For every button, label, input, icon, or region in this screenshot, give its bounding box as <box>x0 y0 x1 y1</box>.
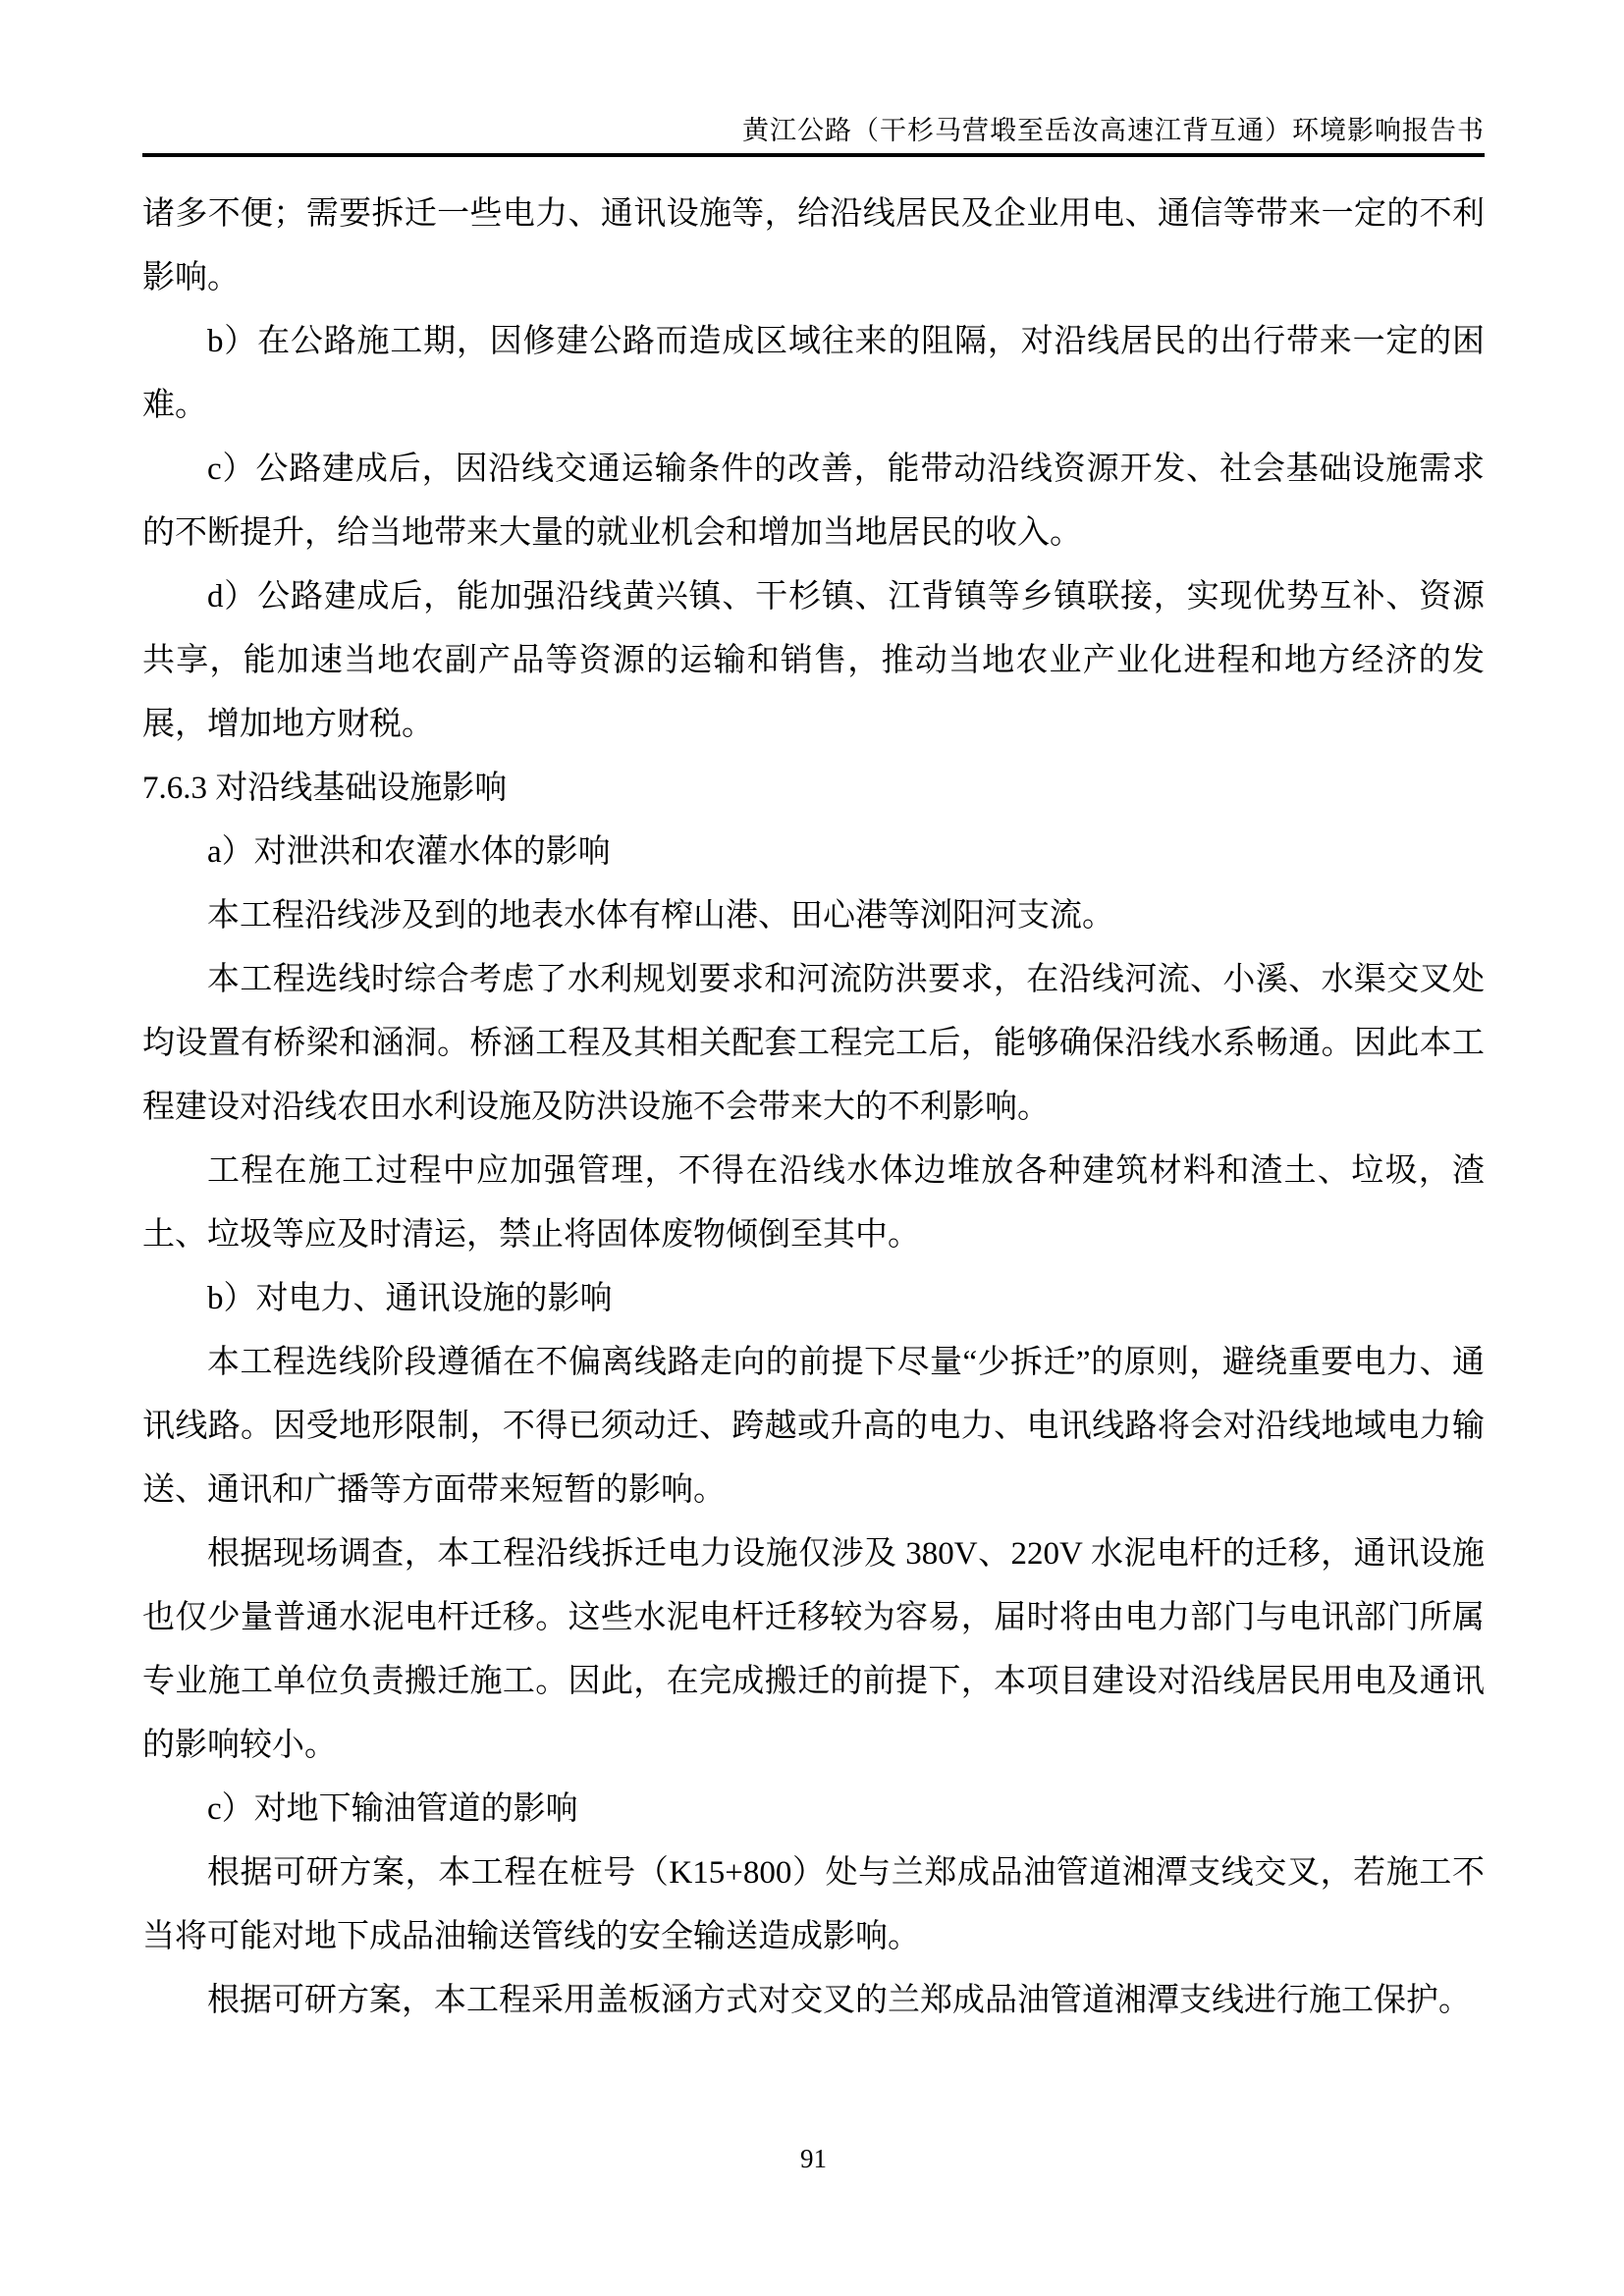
page-header <box>142 0 1485 157</box>
paragraph-item-c-pipeline: c）对地下输油管道的影响 <box>207 1791 578 1827</box>
paragraph-route-selection-water: 本工程选线时综合考虑了水利规划要求和河流防洪要求，在沿线河流、小溪、水渠交叉处均设置有桥梁和涵洞。桥涵工程及其相关配套工程完工后，能够确保沿线水系畅通。因此本工程建设对沿线农田水利设施及防洪设施不会带来大的不利影响。 <box>142 962 1485 1125</box>
document-body <box>142 183 1485 2033</box>
page-footer <box>142 2142 1485 2175</box>
paragraph-surface-water: 本工程沿线涉及到的地表水体有榨山港、田心港等浏阳河支流。 <box>207 898 1114 934</box>
section-heading-763: 7.6.3 对沿线基础设施影响 <box>142 771 508 806</box>
paragraph-site-survey: 根据现场调查，本工程沿线拆迁电力设施仅涉及 380V、220V 水泥电杆的迁移，通讯设施也仅少量普通水泥电杆迁移。这些水泥电杆迁移较为容易，届时将由电力部门与电讯部门所属专业施工单位负责搬迁施工。因此，在完成搬迁的前提下，本项目建设对沿线居民用电及通讯的影响较小。 <box>142 1536 1485 1763</box>
paragraph-item-d-towns: d）公路建成后，能加强沿线黄兴镇、干杉镇、江背镇等乡镇联接，实现优势互补、资源共享，能加速当地农副产品等资源的运输和销售，推动当地农业产业化进程和地方经济的发展，增加地方财税。 <box>142 579 1485 742</box>
paragraph-item-b-construction: b）在公路施工期，因修建公路而造成区域往来的阻隔，对沿线居民的出行带来一定的困难。 <box>142 324 1485 423</box>
report-title: 黄江公路（干杉马营塅至岳汝高速江背互通）环境影响报告书 <box>742 116 1485 145</box>
paragraph-item-b-power-telecom: b）对电力、通讯设施的影响 <box>207 1281 613 1316</box>
paragraph-route-selection-principle: 本工程选线阶段遵循在不偏离线路走向的前提下尽量“少拆迁”的原则，避绕重要电力、通讯线路。因受地形限制，不得已须动迁、跨越或升高的电力、电讯线路将会对沿线地域电力输送、通讯和广播等方面带来短暂的影响。 <box>142 1345 1485 1508</box>
paragraph-construction-management: 工程在施工过程中应加强管理，不得在沿线水体边堆放各种建筑材料和渣土、垃圾，渣土、垃圾等应及时清运，禁止将固体废物倾倒至其中。 <box>142 1153 1485 1253</box>
paragraph-pipeline-crossing: 根据可研方案，本工程在桩号（K15+800）处与兰郑成品油管道湘潭支线交叉，若施工不当将可能对地下成品油输送管线的安全输送造成影响。 <box>142 1855 1485 1954</box>
paragraph-item-a-flood: a）对泄洪和农灌水体的影响 <box>207 834 611 870</box>
paragraph-pipeline-protection: 根据可研方案，本工程采用盖板涵方式对交叉的兰郑成品油管道湘潭支线进行施工保护。 <box>207 1983 1471 2018</box>
page-number: 91 <box>800 2144 827 2173</box>
paragraph-continuation: 诸多不便；需要拆迁一些电力、通讯设施等，给沿线居民及企业用电、通信等带来一定的不利影响。 <box>142 196 1485 295</box>
paragraph-item-c-completion: c）公路建成后，因沿线交通运输条件的改善，能带动沿线资源开发、社会基础设施需求的不断提升，给当地带来大量的就业机会和增加当地居民的收入。 <box>142 452 1485 551</box>
